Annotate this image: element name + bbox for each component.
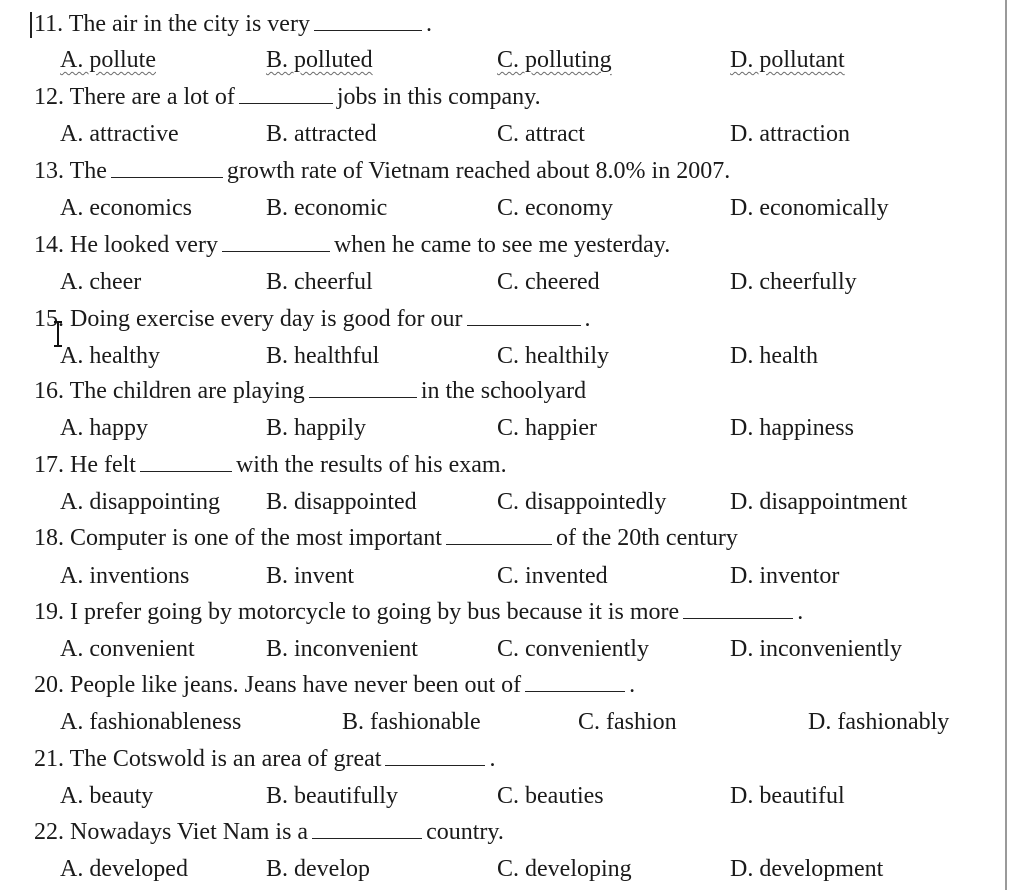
option-d[interactable]: D. pollutant (730, 47, 845, 73)
question-text-before: People like jeans. Jeans have never been out of (70, 672, 522, 698)
question-text-after: . (489, 746, 496, 772)
question-text-after: growth rate of Vietnam reached about 8.0% in 2007. (226, 158, 731, 184)
option-d[interactable]: D. cheerfully (730, 269, 857, 295)
option-c[interactable]: C. economy (497, 195, 613, 221)
option-c[interactable]: C. attract (497, 121, 585, 147)
option-b[interactable]: B. cheerful (266, 269, 373, 295)
question-15 (34, 305, 591, 333)
option-b[interactable]: B. invent (266, 563, 354, 589)
question-21 (34, 745, 495, 773)
option-d[interactable]: D. disappointment (730, 489, 908, 515)
option-a[interactable]: A. pollute (60, 47, 156, 73)
option-d[interactable]: D. economically (730, 195, 889, 221)
question-number: 16. (34, 378, 64, 404)
question-text-after: in the schoolyard (420, 378, 587, 404)
option-b[interactable]: B. polluted (266, 47, 373, 73)
answer-blank[interactable] (312, 818, 422, 839)
option-b[interactable]: B. fashionable (342, 709, 481, 735)
option-b[interactable]: B. happily (266, 415, 366, 441)
option-b[interactable]: B. develop (266, 856, 370, 882)
option-a[interactable]: A. disappointing (60, 489, 220, 515)
option-b[interactable]: B. disappointed (266, 489, 417, 515)
question-number: 11. (34, 11, 64, 37)
option-a[interactable]: A. fashionableness (60, 709, 242, 735)
answer-blank[interactable] (140, 451, 232, 472)
page-border (1005, 0, 1007, 890)
option-c[interactable]: C. cheered (497, 269, 600, 295)
question-text-after: when he came to see me yesterday. (333, 232, 671, 258)
question-number: 17. (34, 452, 64, 478)
text-caret (30, 12, 32, 38)
ibeam-cursor-icon (51, 320, 65, 348)
option-c[interactable]: C. fashion (578, 709, 677, 735)
option-c[interactable]: C. polluting (497, 47, 612, 73)
option-a[interactable]: A. inventions (60, 563, 190, 589)
option-c[interactable]: C. conveniently (497, 636, 649, 662)
option-a[interactable]: A. healthy (60, 343, 160, 369)
option-b[interactable]: B. attracted (266, 121, 377, 147)
option-d[interactable]: D. fashionably (808, 709, 950, 735)
option-c[interactable]: C. disappointedly (497, 489, 667, 515)
option-d[interactable]: D. inventor (730, 563, 840, 589)
option-d[interactable]: D. inconveniently (730, 636, 902, 662)
option-d[interactable]: D. happiness (730, 415, 854, 441)
option-b[interactable]: B. healthful (266, 343, 380, 369)
question-text-before: Nowadays Viet Nam is a (70, 819, 309, 845)
question-14 (34, 231, 670, 259)
option-d[interactable]: D. beautiful (730, 783, 845, 809)
option-d[interactable]: D. development (730, 856, 884, 882)
option-a[interactable]: A. cheer (60, 269, 142, 295)
option-d[interactable]: D. attraction (730, 121, 850, 147)
option-d[interactable]: D. health (730, 343, 818, 369)
question-12 (34, 83, 541, 111)
question-text-after: with the results of his exam. (235, 452, 507, 478)
question-text-before: There are a lot of (69, 84, 235, 110)
question-number: 20. (34, 672, 64, 698)
question-text-after: . (425, 11, 432, 37)
question-text-after: . (797, 599, 804, 625)
question-text-after: country. (426, 819, 504, 845)
question-text-before: The Cotswold is an area of great (69, 746, 382, 772)
option-a[interactable]: A. developed (60, 856, 188, 882)
question-number: 14. (34, 232, 64, 258)
answer-blank[interactable] (467, 305, 581, 326)
option-c[interactable]: C. happier (497, 415, 597, 441)
option-a[interactable]: A. convenient (60, 636, 195, 662)
option-b[interactable]: B. beautifully (266, 783, 398, 809)
option-a[interactable]: A. happy (60, 415, 148, 441)
question-text-before: He looked very (70, 232, 218, 258)
question-13 (34, 157, 730, 185)
question-text-before: I prefer going by motorcycle to going by bus because it is more (70, 599, 680, 625)
option-c[interactable]: C. invented (497, 563, 608, 589)
question-number: 15. (34, 306, 64, 332)
question-18 (34, 524, 738, 552)
answer-blank[interactable] (385, 745, 485, 766)
answer-blank[interactable] (239, 83, 333, 104)
option-a[interactable]: A. beauty (60, 783, 154, 809)
question-number: 18. (34, 525, 64, 551)
option-c[interactable]: C. developing (497, 856, 632, 882)
option-a[interactable]: A. economics (60, 195, 192, 221)
question-16 (34, 377, 586, 405)
question-text-after: . (584, 306, 591, 332)
option-a[interactable]: A. attractive (60, 121, 179, 147)
question-number: 19. (34, 599, 64, 625)
option-b[interactable]: B. inconvenient (266, 636, 418, 662)
answer-blank[interactable] (314, 10, 422, 31)
question-19 (34, 598, 803, 626)
question-text-before: Computer is one of the most important (70, 525, 442, 551)
option-c[interactable]: C. healthily (497, 343, 609, 369)
question-text-before: Doing exercise every day is good for our (70, 306, 463, 332)
question-text-before: He felt (70, 452, 136, 478)
question-text-after: . (629, 672, 636, 698)
option-c[interactable]: C. beauties (497, 783, 604, 809)
answer-blank[interactable] (683, 598, 793, 619)
question-number: 12. (34, 84, 64, 110)
question-11 (34, 10, 432, 38)
question-17 (34, 451, 507, 479)
question-number: 22. (34, 819, 64, 845)
question-text-before: The air in the city is very (68, 11, 310, 37)
option-b[interactable]: B. economic (266, 195, 388, 221)
question-text-after: of the 20th century (555, 525, 738, 551)
question-number: 13. (34, 158, 64, 184)
answer-blank[interactable] (222, 231, 330, 252)
answer-blank[interactable] (309, 377, 417, 398)
answer-blank[interactable] (525, 671, 625, 692)
question-text-after: jobs in this company. (336, 84, 541, 110)
answer-blank[interactable] (111, 157, 223, 178)
question-text-before: The children are playing (69, 378, 305, 404)
answer-blank[interactable] (446, 524, 552, 545)
question-22 (34, 818, 504, 846)
question-20 (34, 671, 635, 699)
question-text-before: The (69, 158, 107, 184)
question-number: 21. (34, 746, 64, 772)
